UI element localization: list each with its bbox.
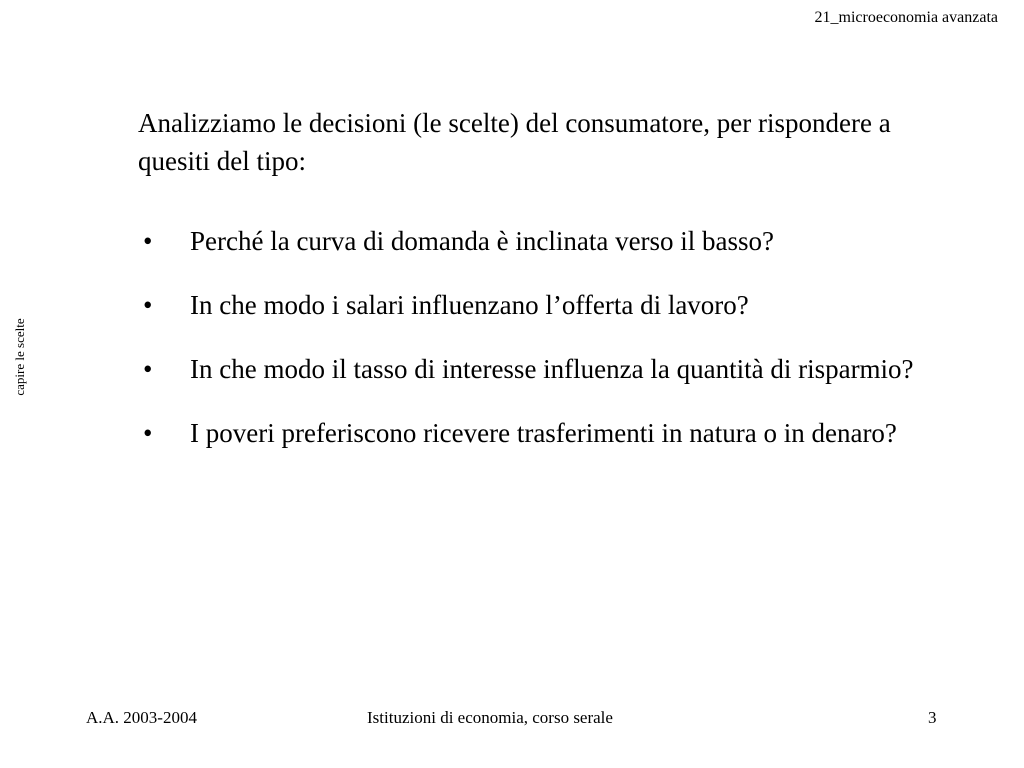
side-section-label: capire le scelte xyxy=(12,318,27,396)
bullet-marker: • xyxy=(143,290,153,320)
intro-paragraph: Analizziamo le decisioni (le scelte) del consumatore, per rispondere a quesiti del tipo: xyxy=(138,108,891,176)
bullet-marker: • xyxy=(143,226,153,256)
bullet-text: Perché la curva di domanda è inclinata verso il basso? xyxy=(190,226,775,256)
footer-course-name: Istituzioni di economia, corso serale xyxy=(367,708,613,727)
bullet-marker: • xyxy=(143,418,153,448)
slide-content xyxy=(138,104,938,478)
footer-academic-year: A.A. 2003-2004 xyxy=(86,708,197,727)
list-item xyxy=(138,414,938,452)
bullet-text: In che modo il tasso di interesse influenza la quantità di risparmio? xyxy=(190,354,914,384)
page-number: 3 xyxy=(928,708,937,727)
list-item xyxy=(138,286,938,324)
bullet-marker: • xyxy=(143,354,153,384)
bullet-text: I poveri preferiscono ricevere trasferimenti in natura o in denaro? xyxy=(190,418,897,448)
question-list xyxy=(138,222,938,452)
list-item xyxy=(138,350,938,388)
header-course-code: 21_microeconomia avanzata xyxy=(814,9,998,26)
list-item xyxy=(138,222,938,260)
bullet-text: In che modo i salari influenzano l’offerta di lavoro? xyxy=(190,290,749,320)
